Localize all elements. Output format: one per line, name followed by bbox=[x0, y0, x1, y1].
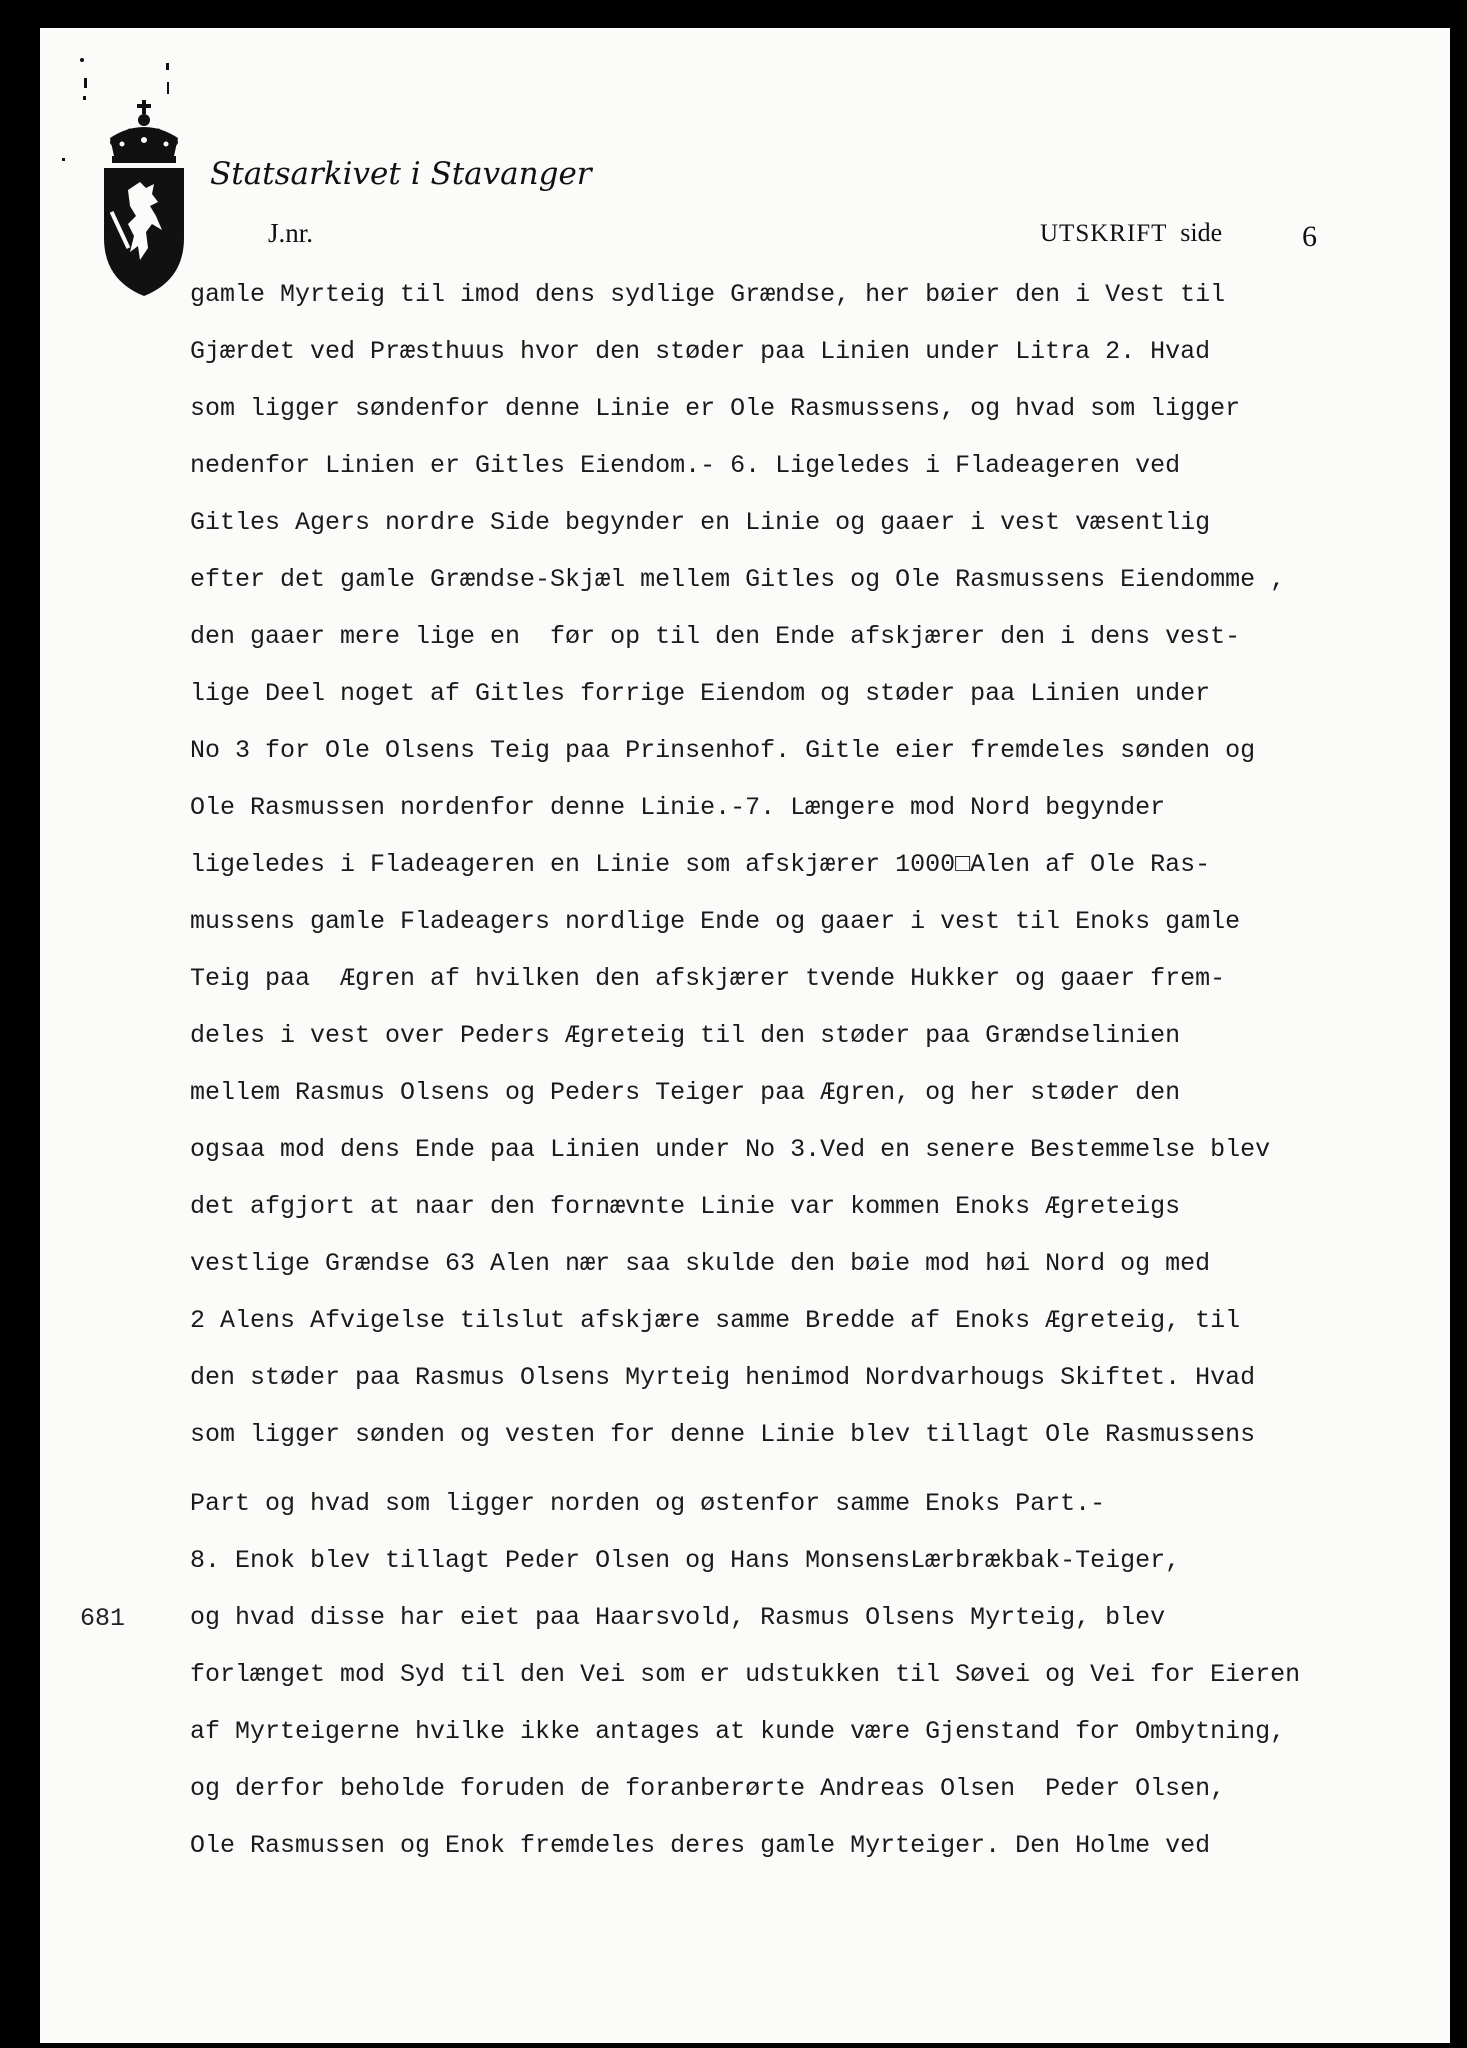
document-type-label bbox=[1040, 218, 1222, 248]
text-line: Gitles Agers nordre Side begynder en Linie og gaaer i vest væsentlig bbox=[190, 508, 1211, 537]
scan-mark bbox=[80, 58, 84, 62]
text-line: det afgjort at naar den fornævnte Linie var kommen Enoks Ægreteigs bbox=[190, 1192, 1181, 1221]
text-line: vestlige Grændse 63 Alen nær saa skulde den bøie mod høi Nord og med bbox=[190, 1249, 1211, 1278]
scan-mark bbox=[62, 158, 65, 161]
margin-note: 681 bbox=[80, 1604, 126, 1633]
text-line: deles i vest over Peders Ægreteig til den støder paa Grændselinien bbox=[190, 1021, 1181, 1050]
text-line: mussens gamle Fladeagers nordlige Ende og gaaer i vest til Enoks gamle bbox=[190, 907, 1241, 936]
page-number: 6 bbox=[1302, 220, 1317, 253]
archive-name: Statsarkivet i Stavanger bbox=[210, 156, 592, 192]
text-line: Teig paa Ægren af hvilken den afskjærer tvende Hukker og gaaer frem- bbox=[190, 964, 1226, 993]
coat-of-arms-icon bbox=[100, 98, 188, 298]
text-line: lige Deel noget af Gitles forrige Eiendom og støder paa Linien under bbox=[190, 679, 1211, 708]
text-line: som ligger søndenfor denne Linie er Ole Rasmussens, og hvad som ligger bbox=[190, 394, 1241, 423]
text-line: nedenfor Linien er Gitles Eiendom.- 6. Ligeledes i Fladeageren ved bbox=[190, 451, 1181, 480]
text-line: Gjærdet ved Præsthuus hvor den støder paa Linien under Litra 2. Hvad bbox=[190, 337, 1211, 366]
text-line: og hvad disse har eiet paa Haarsvold, Rasmus Olsens Myrteig, blev bbox=[190, 1603, 1166, 1632]
document-page bbox=[40, 28, 1450, 2043]
text-line: af Myrteigerne hvilke ikke antages at kunde være Gjenstand for Ombytning, bbox=[190, 1717, 1286, 1746]
text-line: og derfor beholde foruden de foranberørte Andreas Olsen Peder Olsen, bbox=[190, 1774, 1226, 1803]
side-label: side bbox=[1180, 218, 1223, 247]
text-line: Ole Rasmussen nordenfor denne Linie.-7. Længere mod Nord begynder bbox=[190, 793, 1166, 822]
scan-mark bbox=[167, 82, 169, 94]
utskrift-label: UTSKRIFT bbox=[1040, 220, 1168, 247]
text-line: ligeledes i Fladeageren en Linie som afskjærer 1000□Alen af Ole Ras- bbox=[190, 850, 1211, 879]
journal-number-label: J.nr. bbox=[268, 218, 314, 248]
scan-mark bbox=[84, 78, 87, 88]
text-line: som ligger sønden og vesten for denne Linie blev tillagt Ole Rasmussens bbox=[190, 1420, 1256, 1449]
text-line: Ole Rasmussen og Enok fremdeles deres gamle Myrteiger. Den Holme ved bbox=[190, 1831, 1211, 1860]
scan-mark bbox=[166, 63, 169, 70]
text-line: mellem Rasmus Olsens og Peders Teiger paa Ægren, og her støder den bbox=[190, 1078, 1181, 1107]
text-line: ogsaa mod dens Ende paa Linien under No 3.Ved en senere Bestemmelse blev bbox=[190, 1135, 1271, 1164]
text-line: gamle Myrteig til imod dens sydlige Grændse, her bøier den i Vest til bbox=[190, 280, 1226, 309]
scan-mark bbox=[83, 96, 86, 100]
text-line: efter det gamle Grændse-Skjæl mellem Gitles og Ole Rasmussens Eiendomme , bbox=[190, 565, 1286, 594]
text-line: Part og hvad som ligger norden og østenfor samme Enoks Part.- bbox=[190, 1489, 1106, 1518]
text-line: 2 Alens Afvigelse tilslut afskjære samme Bredde af Enoks Ægreteig, til bbox=[190, 1306, 1241, 1335]
text-line: forlænget mod Syd til den Vei som er udstukken til Søvei og Vei for Eieren bbox=[190, 1660, 1301, 1689]
text-line: 8. Enok blev tillagt Peder Olsen og Hans MonsensLærbrækbak-Teiger, bbox=[190, 1546, 1181, 1575]
transcription-body bbox=[190, 266, 1435, 1874]
text-line: den gaaer mere lige en før op til den Ende afskjærer den i dens vest- bbox=[190, 622, 1241, 651]
text-line: No 3 for Ole Olsens Teig paa Prinsenhof. Gitle eier fremdeles sønden og bbox=[190, 736, 1256, 765]
text-line: den støder paa Rasmus Olsens Myrteig henimod Nordvarhougs Skiftet. Hvad bbox=[190, 1363, 1256, 1392]
